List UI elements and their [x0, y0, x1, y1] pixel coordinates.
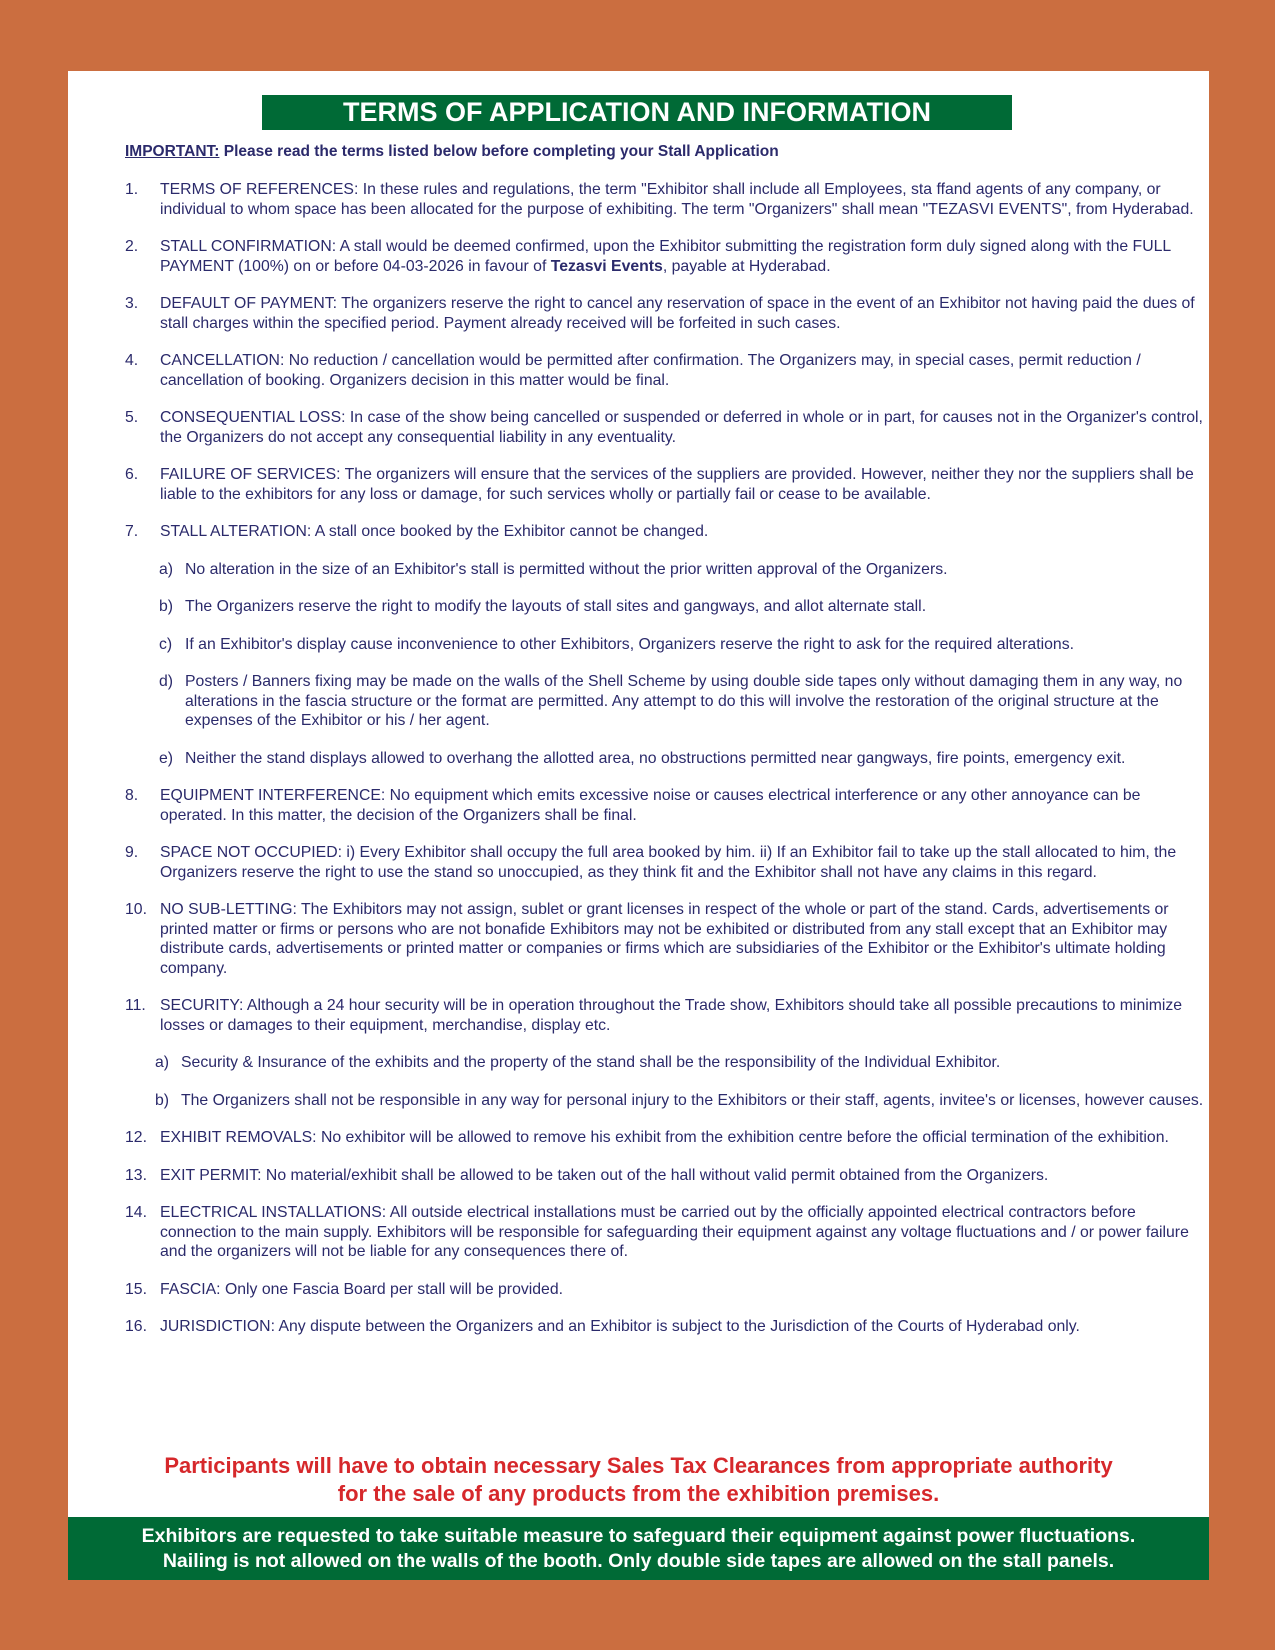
- footer-line-1: Exhibitors are requested to take suitable measure to safeguard their equipment against power fluctuations.: [141, 1525, 1136, 1547]
- term-text: ELECTRICAL INSTALLATIONS: All outside electrical installations must be carried out by the officially appointed electrical contractors before connection to the main supply. Exhibitors will be responsible for safeguarding their equipment against any voltage fluctuations and / or power failure and the organizers will not be liable for any consequences there of.: [160, 1204, 1189, 1260]
- term-8: [125, 786, 1205, 825]
- term-text: STALL ALTERATION: A stall once booked by the Exhibitor cannot be changed.: [160, 523, 709, 540]
- term-text: EQUIPMENT INTERFERENCE: No equipment which emits excessive noise or causes electrical interference or any other annoyance can be operated. In this matter, the decision of the Organizers shall be final.: [160, 787, 1141, 824]
- term-text: STALL CONFIRMATION: A stall would be deemed confirmed, upon the Exhibitor submitting the registration form duly signed along with the FULL PAYMENT (100%) on or before 04-03-2026 in favour of: [160, 238, 1171, 275]
- terms-list: [125, 180, 1205, 1355]
- term-text-end: , payable at Hyderabad.: [662, 257, 831, 275]
- term-7: [125, 522, 1205, 542]
- term-text: EXHIBIT REMOVALS: No exhibitor will be allowed to remove his exhibit from the exhibition centre before the official termination of the exhibition.: [160, 1129, 1169, 1146]
- term-number: 10.: [125, 901, 147, 918]
- notice-line-2: for the sale of any products from the exhibition premises.: [337, 1481, 940, 1506]
- sub-text: Posters / Banners fixing may be made on the walls of the Shell Scheme by using double side tapes only without damaging them in any way, no alterations in the fascia structure or the format are permitted. Any attempt to do this will involve the restoration of the original structure at the expenses of the Exhibitor or his / her agent.: [185, 673, 1183, 729]
- term-number: 13.: [125, 1166, 147, 1184]
- term-number: 7.: [125, 523, 139, 540]
- term-14: [125, 1203, 1205, 1262]
- term-11: [125, 996, 1205, 1035]
- sub-letter: b): [159, 598, 174, 615]
- sub-text: No alteration in the size of an Exhibitor's stall is permitted without the prior written approval of the Organizers.: [185, 560, 948, 578]
- sub-text: The Organizers shall not be responsible in any way for personal injury to the Exhibitors or their staff, agents, invitee's or licenses, however causes.: [181, 1091, 1204, 1109]
- sub-letter: b): [155, 1091, 170, 1109]
- term-11-sub-a: [125, 1053, 1205, 1073]
- term-6: [125, 465, 1205, 504]
- term-text: CONSEQUENTIAL LOSS: In case of the show being cancelled or suspended or deferred in whole or in part, for causes not in the Organizer's control, the Organizers do not accept any consequential liability in any eventuality.: [160, 409, 1203, 446]
- sub-text: If an Exhibitor's display cause inconvenience to other Exhibitors, Organizers reserve the right to ask for the required alterations.: [185, 635, 1074, 653]
- footer-line-2: Nailing is not allowed on the walls of the booth. Only double side tapes are allowed on the stall panels.: [162, 1549, 1115, 1572]
- term-1: [125, 180, 1205, 219]
- term-text: NO SUB-LETTING: The Exhibitors may not assign, sublet or grant licenses in respect of the whole or part of the stand. Cards, advertisements or printed matter or firms or persons who are not bonafide Exhibitors may not be exhibited or distributed from any stall except that an Exhibitor may distribute cards, advertisements or printed matter or companies or firms which are subsidiaries of the Exhibitor or the Exhibitor's ultimate holding company.: [160, 901, 1169, 977]
- term-number: 9.: [125, 844, 139, 861]
- sub-letter: e): [159, 749, 174, 767]
- term-text: JURISDICTION: Any dispute between the Organizers and an Exhibitor is subject to the Jurisdiction of the Courts of Hyderabad only.: [160, 1318, 1080, 1335]
- term-number: 1.: [125, 181, 139, 198]
- term-text: FASCIA: Only one Fascia Board per stall will be provided.: [160, 1280, 564, 1298]
- term-text: SPACE NOT OCCUPIED: i) Every Exhibitor shall occupy the full area booked by him. ii) If an Exhibitor fail to take up the stall allocated to him, the Organizers reserve the right to use the stand so unoccupied, as they think fit and the Exhibitor shall not have any claims in this regard.: [160, 844, 1177, 881]
- important-note: [125, 143, 779, 161]
- term-7-sub-c: [125, 635, 1205, 655]
- term-number: 8.: [125, 787, 139, 804]
- sub-letter: a): [159, 560, 174, 578]
- notice-line-1: Participants will have to obtain necessary Sales Tax Clearances from appropriate authority: [164, 1453, 1113, 1478]
- sub-text: The Organizers reserve the right to modify the layouts of stall sites and gangways, and allot alternate stall.: [185, 598, 927, 615]
- term-4: [125, 351, 1205, 390]
- term-9: [125, 843, 1205, 882]
- important-text: Please read the terms listed below before completing your Stall Application: [223, 143, 779, 160]
- term-7-sub-d: [125, 672, 1205, 731]
- terms-page: [68, 71, 1209, 1580]
- term-5: [125, 408, 1205, 447]
- term-number: 6.: [125, 466, 139, 483]
- footer-banner: [68, 1517, 1209, 1580]
- term-7-sub-b: [125, 597, 1205, 617]
- term-3: [125, 294, 1205, 333]
- term-text: TERMS OF REFERENCES: In these rules and regulations, the term "Exhibitor shall include all Employees, sta ffand agents of any company, or individual to whom space has been allocated for the purpose of exhibiting. The term "Organizers" shall mean "TEZASVI EVENTS", from Hyderabad.: [160, 181, 1194, 218]
- term-number: 3.: [125, 295, 139, 312]
- term-number: 5.: [125, 409, 139, 426]
- term-15: [125, 1280, 1205, 1300]
- term-text: EXIT PERMIT: No material/exhibit shall be allowed to be taken out of the hall without valid permit obtained from the Organizers.: [160, 1166, 1049, 1184]
- term-7-sub-e: [125, 749, 1205, 769]
- sub-text: Security & Insurance of the exhibits and the property of the stand shall be the responsibility of the Individual Exhibitor.: [181, 1054, 1001, 1071]
- page-title: TERMS OF APPLICATION AND INFORMATION: [262, 95, 1012, 130]
- sub-letter: d): [159, 673, 174, 690]
- term-text: CANCELLATION: No reduction / cancellation would be permitted after confirmation. The Organizers may, in special cases, permit reduction / cancellation of booking. Organizers decision in this matter would be final.: [160, 352, 1141, 389]
- term-13: [125, 1166, 1205, 1186]
- term-11-sub-b: [125, 1091, 1205, 1111]
- organizer-name: Tezasvi Events: [550, 257, 663, 275]
- important-label: IMPORTANT:: [125, 143, 220, 160]
- sub-text: Neither the stand displays allowed to overhang the allotted area, no obstructions permitted near gangways, fire points, emergency exit.: [185, 749, 1126, 767]
- sales-tax-notice: [68, 1452, 1209, 1508]
- term-number: 12.: [125, 1129, 147, 1146]
- term-12: [125, 1128, 1205, 1148]
- term-number: 14.: [125, 1204, 147, 1221]
- term-text: FAILURE OF SERVICES: The organizers will ensure that the services of the suppliers are provided. However, neither they nor the suppliers shall be liable to the exhibitors for any loss or damage, for such services wholly or partially fail or cease to be available.: [160, 466, 1194, 503]
- term-text: DEFAULT OF PAYMENT: The organizers reserve the right to cancel any reservation of space in the event of an Exhibitor not having paid the dues of stall charges within the specified period. Payment already received will be forfeited in such cases.: [160, 295, 1195, 332]
- term-number: 2.: [125, 238, 139, 255]
- term-16: [125, 1317, 1205, 1337]
- sub-letter: c): [159, 635, 173, 653]
- term-number: 15.: [125, 1280, 147, 1298]
- term-10: [125, 900, 1205, 978]
- term-number: 4.: [125, 352, 139, 369]
- term-2: [125, 237, 1205, 276]
- term-number: 11.: [125, 997, 146, 1014]
- term-7-sub-a: [125, 560, 1205, 580]
- term-number: 16.: [125, 1318, 147, 1335]
- sub-letter: a): [155, 1054, 170, 1071]
- term-text: SECURITY: Although a 24 hour security will be in operation throughout the Trade show, Exhibitors should take all possible precautions to minimize losses or damages to their equipment, merchandise, display etc.: [160, 997, 1183, 1034]
